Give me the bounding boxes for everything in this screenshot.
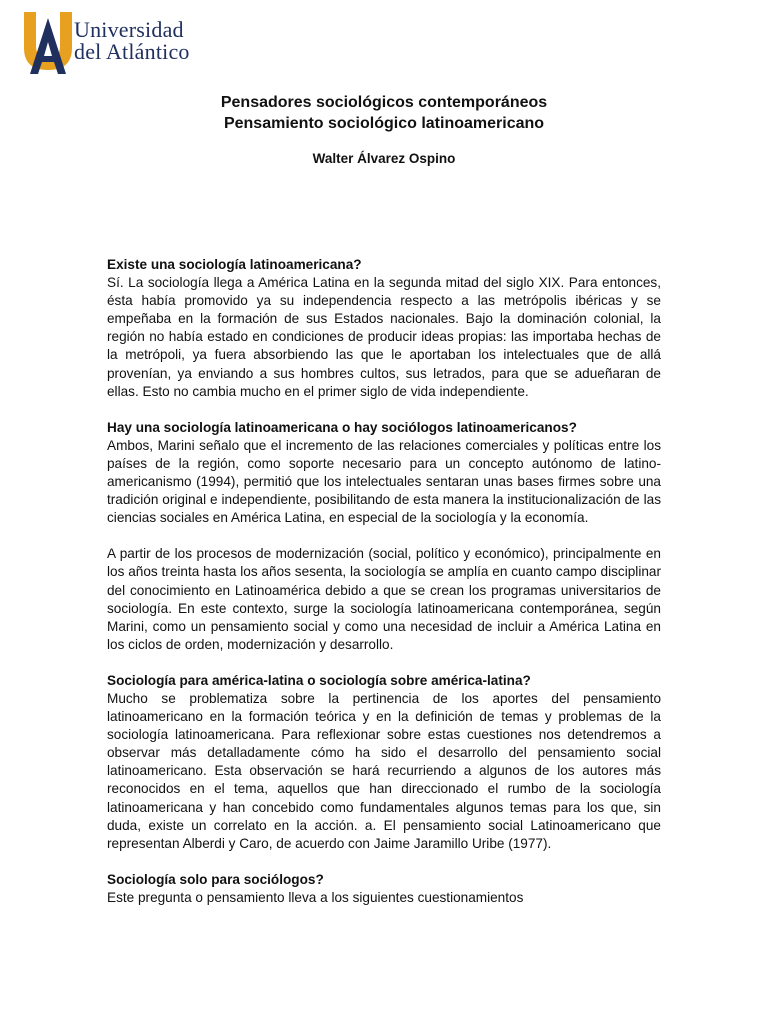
- section-paragraph: Ambos, Marini señalo que el incremento de las relaciones comerciales y políticas entre los países de la región, como soporte necesario para un concepto autónomo de latino-americanismo (1994), permitió que los intelectuales sentaran unas bases firmes sobre una tradición original e independiente, posibilitando de esta manera la institucionalización de las ciencias sociales en América Latina, en especial de la sociología y la economía.: [107, 437, 661, 526]
- section-heading: Sociología para américa-latina o sociología sobre américa-latina?: [107, 672, 531, 688]
- section-sociologia-o-sociologos: [107, 419, 661, 654]
- section-solo-para-sociologos: [107, 871, 661, 907]
- section-heading: Sociología solo para sociólogos?: [107, 871, 324, 887]
- university-emblem-icon: [22, 10, 74, 76]
- document-title: Pensadores sociológicos contemporáneos: [220, 94, 548, 111]
- section-sociologia-latinoamericana: [107, 256, 661, 401]
- document-subtitle: Pensamiento sociológico latinoamericano: [223, 115, 545, 132]
- university-name-line2: del Atlántico: [74, 39, 190, 64]
- section-paragraph: A partir de los procesos de modernización (social, político y económico), principalmente en los años treinta hasta los años sesenta, la sociología se amplía en cuanto campo disciplinar del conocimiento en Latinoamérica debido a que se crean los programas universitarios de sociología. En este contexto, surge la sociología latinoamericana contemporánea, según Marini, como un pensamiento social y como una necesidad de incluir a América Latina en los ciclos de orden, modernización y desarrollo.: [107, 546, 661, 652]
- document-header: [0, 92, 768, 166]
- document-body: [107, 256, 661, 925]
- section-heading: Existe una sociología latinoamericana?: [107, 257, 362, 272]
- section-paragraph: Este pregunta o pensamiento lleva a los siguientes cuestionamientos: [107, 889, 524, 905]
- university-logo: [22, 10, 202, 76]
- university-name-line1: Universidad: [74, 17, 184, 42]
- university-name: [74, 19, 190, 63]
- document-author: Walter Álvarez Ospino: [312, 151, 456, 166]
- section-paragraph: Mucho se problematiza sobre la pertinencia de los aportes del pensamiento latinoamericano en la formación teórica y en la definición de temas y problemas de la sociología latinoamericana. Para reflexionar sobre estas cuestiones nos detendremos a observar más detalladamente cómo ha sido el desarrollo del pensamiento social latinoamericano. Esta observación se hará recurriendo a algunos de los autores más reconocidos en el tema, aquellos que han direccionado el rumbo de la sociología latinoamericana y han concebido como fundamentales algunos temas para los que, sin duda, existe un correlato en la acción. a. El pensamiento social Latinoamericano que representan Alberdi y Caro, de acuerdo con Jaime Jaramillo Uribe (1977).: [107, 690, 661, 851]
- section-para-o-sobre: [107, 672, 661, 853]
- section-heading: Hay una sociología latinoamericana o hay sociólogos latinoamericanos?: [107, 419, 577, 435]
- section-paragraph: Sí. La sociología llega a América Latina en la segunda mitad del siglo XIX. Para entonces, ésta había promovido ya su independencia respecto a las metrópolis ibéricas y se empeñaba en la formación de sus Estados nacionales. Bajo la dominación colonial, la región no había estado en condiciones de producir ideas propias: las importaba hechas de la metrópoli, ya fuera absorbiendo las que le aportaban los intelectuales que de allá provenían, ya enviando a sus hombres cultos, sus letrados, para que se adueñaran de ellas. Esto no cambia mucho en el primer siglo de vida independiente.: [107, 275, 661, 399]
